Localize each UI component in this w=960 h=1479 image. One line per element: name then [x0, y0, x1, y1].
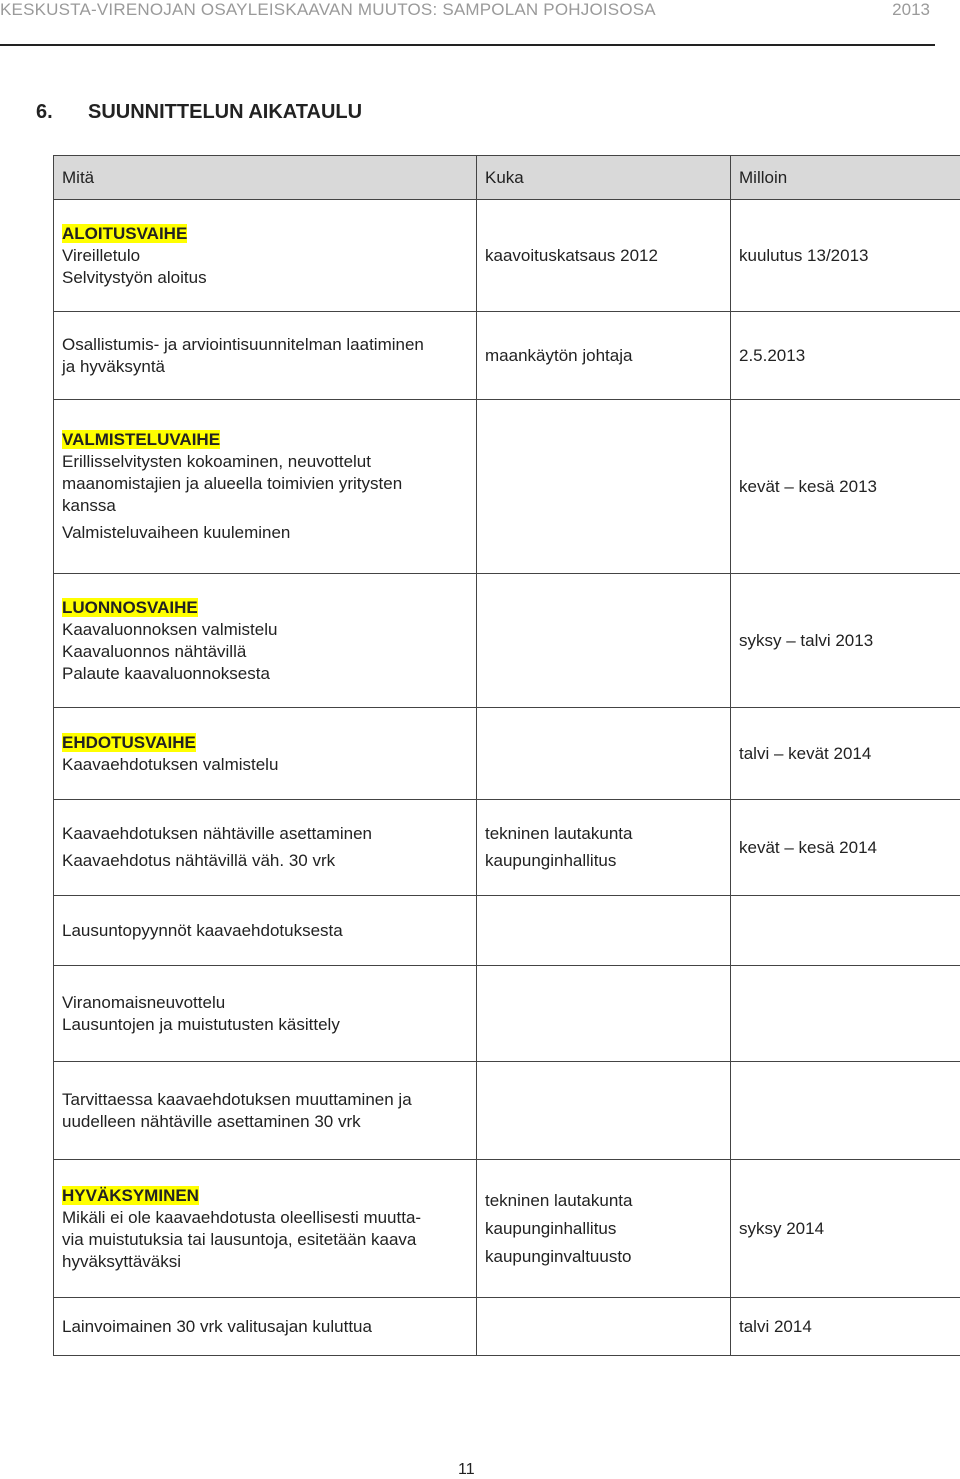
task-line: Lausuntojen ja muistutusten käsittely [62, 1014, 468, 1036]
task-line: Mikäli ei ole kaavaehdotusta oleellisesti muutta- [62, 1207, 468, 1229]
table-row [54, 1298, 960, 1356]
table-row [54, 1160, 960, 1298]
section-heading: SUUNNITTELUN AIKATAULU [88, 101, 362, 123]
who-cell [477, 800, 731, 896]
table-row [54, 400, 960, 574]
when-cell: kuulutus 13/2013 [731, 200, 960, 312]
table-row [54, 1062, 960, 1160]
column-header-what: Mitä [54, 156, 477, 200]
phase-label: HYVÄKSYMINEN [62, 1186, 199, 1205]
who-cell [477, 1298, 731, 1356]
section-title [36, 101, 362, 124]
task-line: kanssa [62, 495, 468, 517]
column-header-who: Kuka [477, 156, 731, 200]
when-cell: kevät – kesä 2013 [731, 400, 960, 574]
when-cell: syksy 2014 [731, 1160, 960, 1298]
page-header [0, 0, 960, 46]
who-cell [477, 574, 731, 708]
responsible: tekninen lautakunta [485, 1190, 722, 1212]
who-cell [477, 896, 731, 966]
table-row [54, 574, 960, 708]
phase-label: VALMISTELUVAIHE [62, 430, 220, 449]
what-cell [54, 200, 477, 312]
when-cell [731, 896, 960, 966]
task-line: Kaavaehdotus nähtävillä väh. 30 vrk [62, 850, 468, 872]
table-header-row [54, 156, 960, 200]
task-line: Tarvittaessa kaavaehdotuksen muuttaminen ja [62, 1089, 468, 1111]
task-line: Osallistumis- ja arviointisuunnitelman laatiminen [62, 334, 468, 356]
task-line: maanomistajien ja alueella toimivien yritysten [62, 473, 468, 495]
when-cell: talvi 2014 [731, 1298, 960, 1356]
who-cell [477, 1062, 731, 1160]
what-cell [54, 896, 477, 966]
when-cell: talvi – kevät 2014 [731, 708, 960, 800]
responsible: kaupunginhallitus [485, 850, 722, 872]
task-line: Kaavaehdotuksen nähtäville asettaminen [62, 823, 468, 845]
task-line: uudelleen nähtäville asettaminen 30 vrk [62, 1111, 468, 1133]
what-cell [54, 966, 477, 1062]
column-header-when: Milloin [731, 156, 960, 200]
task-line: Erillisselvitysten kokoaminen, neuvottelut [62, 451, 468, 473]
header-rule [0, 44, 935, 46]
what-cell [54, 1160, 477, 1298]
responsible: maankäytön johtaja [485, 346, 632, 365]
who-cell [477, 966, 731, 1062]
responsible: kaupunginhallitus [485, 1218, 722, 1240]
task-line: Kaavaluonnoksen valmistelu [62, 619, 468, 641]
table-row [54, 200, 960, 312]
schedule-table [53, 155, 960, 1356]
who-cell [477, 1160, 731, 1298]
task-line: via muistutuksia tai lausuntoja, esitetään kaava [62, 1229, 468, 1251]
section-number: 6. [36, 101, 88, 124]
task-line: Lausuntopyynnöt kaavaehdotuksesta [62, 920, 468, 942]
task-line: Selvitystyön aloitus [62, 267, 468, 289]
task-line: Kaavaluonnos nähtävillä [62, 641, 468, 663]
table-row [54, 312, 960, 400]
task-line: Palaute kaavaluonnoksesta [62, 663, 468, 685]
when-cell [731, 966, 960, 1062]
task-line: Valmisteluvaiheen kuuleminen [62, 522, 468, 544]
phase-label: ALOITUSVAIHE [62, 224, 187, 243]
what-cell [54, 800, 477, 896]
when-cell [731, 1062, 960, 1160]
phase-label: LUONNOSVAIHE [62, 598, 198, 617]
what-cell [54, 1298, 477, 1356]
who-cell [477, 312, 731, 400]
who-cell [477, 708, 731, 800]
task-line: Vireilletulo [62, 245, 468, 267]
responsible: kaupunginvaltuusto [485, 1246, 722, 1268]
task-line: Kaavaehdotuksen valmistelu [62, 754, 468, 776]
responsible: tekninen lautakunta [485, 823, 722, 845]
what-cell [54, 708, 477, 800]
when-cell: syksy – talvi 2013 [731, 574, 960, 708]
phase-label: EHDOTUSVAIHE [62, 733, 196, 752]
responsible: kaavoituskatsaus 2012 [485, 246, 658, 265]
what-cell [54, 1062, 477, 1160]
task-line: Viranomaisneuvottelu [62, 992, 468, 1014]
table-row [54, 966, 960, 1062]
table-row [54, 800, 960, 896]
who-cell [477, 200, 731, 312]
task-line: hyväksyttäväksi [62, 1251, 468, 1273]
task-line: ja hyväksyntä [62, 356, 468, 378]
what-cell [54, 574, 477, 708]
what-cell [54, 400, 477, 574]
what-cell [54, 312, 477, 400]
when-cell: 2.5.2013 [731, 312, 960, 400]
task-line: Lainvoimainen 30 vrk valitusajan kuluttua [62, 1316, 468, 1338]
table-row [54, 708, 960, 800]
when-cell: kevät – kesä 2014 [731, 800, 960, 896]
table-row [54, 896, 960, 966]
page-number: 11 [458, 1461, 475, 1479]
who-cell [477, 400, 731, 574]
document-title: KESKUSTA-VIRENOJAN OSAYLEISKAAVAN MUUTOS: SAMPOLAN POHJOISOSA [0, 0, 656, 20]
document-year: 2013 [892, 0, 930, 20]
